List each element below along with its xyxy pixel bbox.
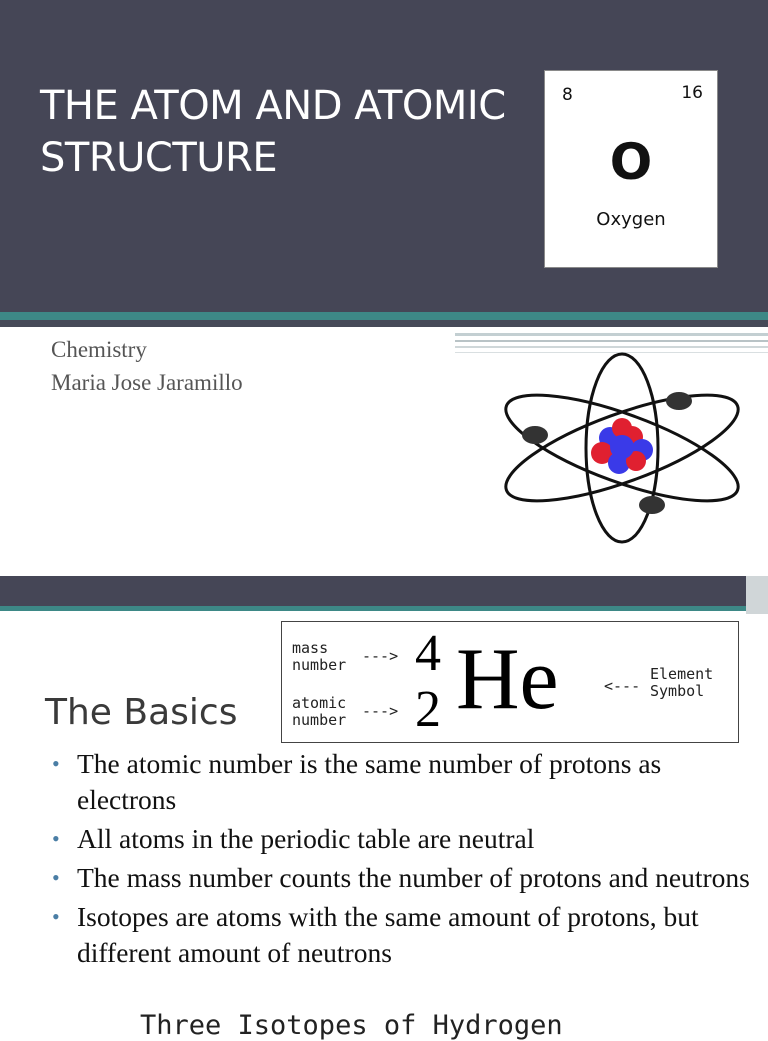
slide-title: THE ATOM AND ATOMIC STRUCTURE bbox=[40, 83, 506, 181]
atomic-arrow: ---> bbox=[362, 702, 399, 720]
list-item: • Isotopes are atoms with the same amount of protons, but different amount of neutrons bbox=[52, 901, 699, 968]
element-mass-number: 16 bbox=[681, 83, 703, 103]
isotopes-caption: Three Isotopes of Hydrogen bbox=[140, 1010, 563, 1041]
bullet-icon: • bbox=[52, 865, 60, 890]
subtitle-subject: Chemistry bbox=[51, 337, 147, 362]
list-item: • The atomic number is the same number of protons as electrons bbox=[52, 748, 662, 815]
list-item: • The mass number counts the number of protons and neutrons bbox=[50, 860, 750, 896]
element-arrow: <--- bbox=[604, 677, 641, 695]
teal-stripe bbox=[0, 312, 768, 320]
element-name: Oxygen bbox=[596, 209, 666, 230]
element-symbol: O bbox=[609, 133, 653, 191]
helium-symbol: He bbox=[456, 631, 559, 728]
element-symbol-label: Element Symbol bbox=[650, 665, 714, 700]
bullet-list bbox=[50, 746, 750, 974]
stripe-line bbox=[455, 333, 768, 336]
oxygen-element-card bbox=[544, 70, 718, 268]
stripe-line bbox=[746, 576, 768, 614]
basics-slide bbox=[0, 576, 768, 1041]
bullet-icon: • bbox=[52, 904, 60, 929]
basics-title: The Basics bbox=[45, 692, 238, 733]
teal-stripe bbox=[0, 606, 768, 611]
subtitle-author: Maria Jose Jaramillo bbox=[51, 370, 243, 395]
bullet-icon: • bbox=[52, 751, 60, 776]
mass-number-label: mass number bbox=[292, 639, 347, 674]
list-item: • All atoms in the periodic table are neutral bbox=[50, 821, 750, 857]
atomic-number-label: atomic number bbox=[292, 694, 347, 729]
bullet-icon: • bbox=[52, 826, 60, 851]
basics-header-band bbox=[0, 576, 768, 606]
element-atomic-number: 8 bbox=[562, 85, 573, 105]
subtitle bbox=[51, 333, 243, 399]
stripe-line bbox=[455, 340, 768, 342]
atomic-number-value: 2 bbox=[415, 681, 441, 738]
stripe-line bbox=[455, 346, 768, 348]
atom-icon bbox=[494, 350, 750, 546]
mass-arrow: ---> bbox=[362, 647, 399, 665]
mass-number-value: 4 bbox=[415, 625, 441, 682]
dark-stripe bbox=[0, 320, 768, 327]
isotope-notation-diagram bbox=[281, 621, 739, 743]
